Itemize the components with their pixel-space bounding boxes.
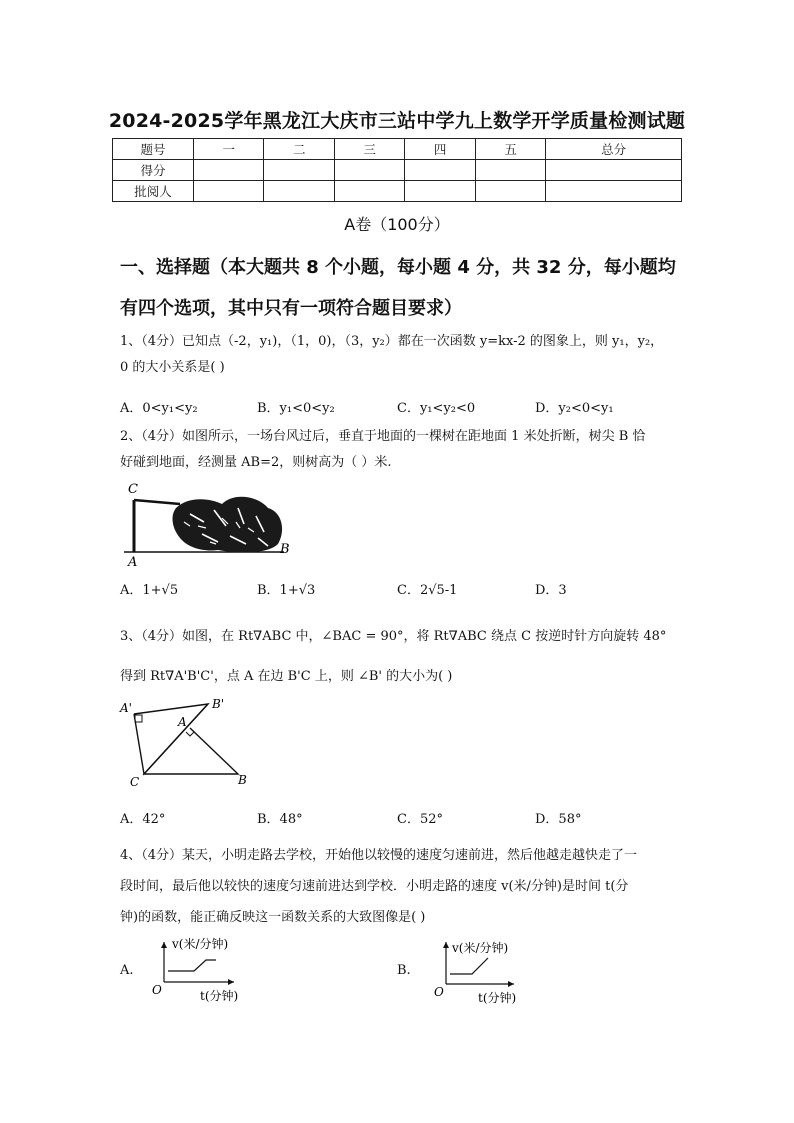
question-4-line3: 钟)的函数，能正确反映这一函数关系的大致图像是( ) <box>120 910 426 925</box>
table-cell <box>405 160 475 181</box>
table-cell: 三 <box>334 139 404 160</box>
q1-option-b: B．y₁<0<y₂ <box>257 401 335 416</box>
q3-option-c: C．52° <box>397 812 443 827</box>
table-cell <box>475 181 545 202</box>
graph-b-x-arrow <box>508 981 514 987</box>
graph-b-origin: O <box>434 985 444 999</box>
graph-b-y-arrow <box>443 942 449 948</box>
question-4-line1: 4、（4分）某天，小明走路去学校，开始他以较慢的速度匀速前进，然后他越走越快走了一 <box>120 848 638 863</box>
graph-b <box>432 936 542 1008</box>
table-cell: 得分 <box>113 160 194 181</box>
label-a: A <box>178 715 187 729</box>
table-cell: 批阅人 <box>113 181 194 202</box>
triangle-a1b1c <box>134 704 208 774</box>
table-cell <box>194 181 264 202</box>
section-heading-line1: 一、选择题（本大题共 8 个小题，每小题 4 分，共 32 分，每小题均 <box>120 257 676 278</box>
q3-option-a: A．42° <box>120 812 166 827</box>
question-4 <box>120 840 680 933</box>
q1-option-d: D．y₂<0<y₁ <box>535 401 614 416</box>
graph-b-curve <box>450 958 488 974</box>
tree-figure <box>118 478 288 570</box>
graph-a-y-arrow <box>161 942 167 948</box>
question-1-line2: 0 的大小关系是( ) <box>120 360 225 375</box>
q3-option-d: D．58° <box>535 812 582 827</box>
question-1-line1: 1、（4分）已知点（-2，y₁)，（1，0)，（3，y₂）都在一次函数 y=kx-2 的图象上，则 y₁，y₂， <box>120 334 664 349</box>
broken-trunk <box>134 500 180 504</box>
q4-option-b-label: B. <box>397 963 411 978</box>
table-cell <box>546 181 682 202</box>
question-4-line2: 段时间，最后他以较快的速度匀速前进达到学校．小明走路的速度 v(米/分钟)是时间 t(分 <box>120 879 629 894</box>
table-cell: 总分 <box>546 139 682 160</box>
score-table-header-row <box>113 139 682 160</box>
table-cell <box>334 160 404 181</box>
table-cell <box>264 160 334 181</box>
table-cell: 五 <box>475 139 545 160</box>
q1-option-a: A．0<y₁<y₂ <box>120 401 198 416</box>
label-b: B <box>280 542 290 557</box>
table-cell: 四 <box>405 139 475 160</box>
graph-a-v-label: v(米/分钟) <box>172 937 229 951</box>
graph-a-t-label: t(分钟) <box>200 989 239 1003</box>
question-3-line2: 得到 Rt∇A'B'C'，点 A 在边 B'C 上，则 ∠B' 的大小为( ) <box>120 669 453 684</box>
table-cell <box>405 181 475 202</box>
graph-a-origin: O <box>152 983 162 997</box>
graph-a-curve <box>168 960 216 971</box>
table-cell: 二 <box>264 139 334 160</box>
label-b: B <box>238 773 247 787</box>
tree-crown <box>173 497 283 553</box>
q3-option-b: B．48° <box>257 812 303 827</box>
section-heading-line2: 有四个选项，其中只有一项符合题目要求） <box>120 298 462 319</box>
label-c: C <box>130 775 140 789</box>
table-cell: 题号 <box>113 139 194 160</box>
table-cell <box>475 160 545 181</box>
table-cell <box>546 160 682 181</box>
score-table-row <box>113 160 682 181</box>
question-2-line1: 2、（4分）如图所示，一场台风过后，垂直于地面的一棵树在距地面 1 米处折断，树尖 B 恰 <box>120 429 646 444</box>
volume-heading: A卷（100分） <box>344 215 450 234</box>
table-cell <box>334 181 404 202</box>
graph-a-x-arrow <box>228 979 234 985</box>
table-cell: 一 <box>194 139 264 160</box>
question-3-line1: 3、（4分）如图，在 Rt∇ABC 中，∠BAC = 90°，将 Rt∇ABC 绕点 C 按逆时针方向旋转 48° <box>120 629 667 644</box>
right-angle-mark-a1 <box>135 715 142 722</box>
q2-option-c: C．2√5-1 <box>397 583 458 598</box>
label-a-prime: A' <box>120 701 132 715</box>
question-2 <box>120 424 680 476</box>
score-table <box>112 138 682 202</box>
graph-b-v-label: v(米/分钟) <box>452 941 509 955</box>
q2-option-b: B．1+√3 <box>257 583 316 598</box>
question-2-line2: 好碰到地面，经测量 AB=2，则树高为（ ）米. <box>120 455 392 470</box>
score-table-row <box>113 181 682 202</box>
question-3 <box>120 617 680 697</box>
triangle-figure <box>116 696 256 788</box>
q4-option-a-label: A. <box>120 963 134 978</box>
q1-option-c: C．y₁<y₂<0 <box>397 401 476 416</box>
triangle-abc <box>144 704 238 774</box>
graph-b-t-label: t(分钟) <box>478 991 517 1005</box>
page-title: 2024-2025学年黑龙江大庆市三站中学九上数学开学质量检测试题 <box>108 110 686 132</box>
q2-option-d: D．3 <box>535 583 567 598</box>
graph-a <box>150 934 260 1006</box>
question-1 <box>120 329 680 381</box>
table-cell <box>264 181 334 202</box>
label-c: C <box>128 482 138 497</box>
label-a: A <box>128 555 138 570</box>
table-cell <box>194 160 264 181</box>
q2-option-a: A．1+√5 <box>120 583 179 598</box>
label-b-prime: B' <box>212 697 225 711</box>
right-angle-mark-a <box>186 732 194 736</box>
